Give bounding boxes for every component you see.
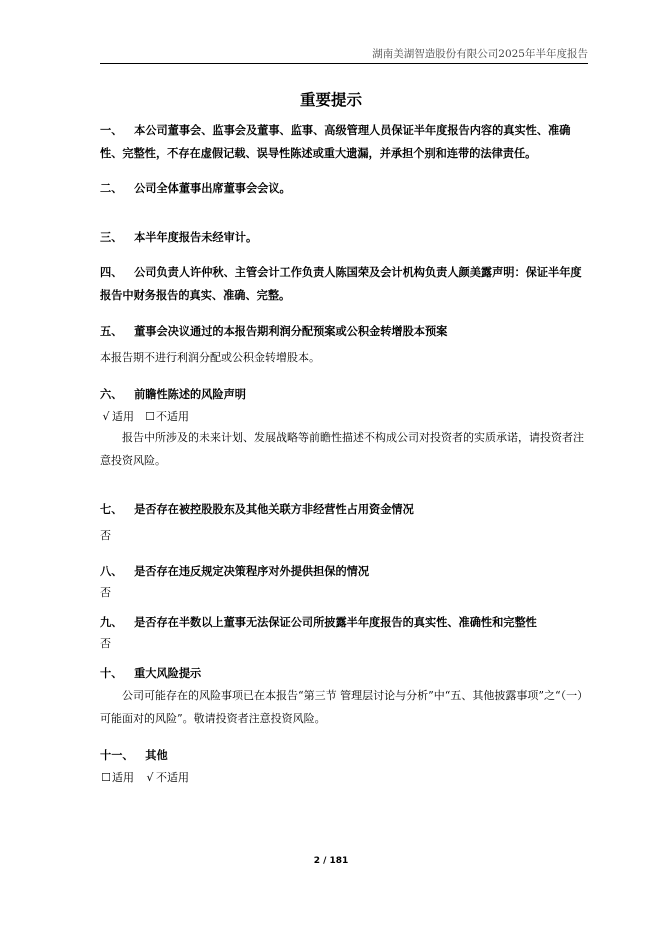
section-11-text: 其他 (145, 749, 168, 762)
section-8-number: 八、 (100, 565, 123, 578)
section-5-text: 董事会决议通过的本报告期利润分配预案或公积金转增股本预案 (134, 325, 448, 338)
checkmark-icon: √ (146, 771, 154, 784)
section-5-number: 五、 (100, 325, 123, 338)
section-11 (100, 744, 590, 767)
section-3 (100, 226, 590, 249)
empty-checkbox-icon: ☐ (101, 771, 111, 784)
section-1 (100, 119, 590, 165)
section-11-number: 十一、 (100, 749, 134, 762)
section-9-text: 是否存在半数以上董事无法保证公司所披露半年度报告的真实性、准确性和完整性 (134, 616, 537, 629)
section-8 (100, 560, 590, 583)
page-number: 2 / 181 (313, 856, 349, 866)
section-9 (100, 611, 590, 634)
section-2-text: 公司全体董事出席董事会会议。 (134, 182, 291, 195)
section-10 (100, 662, 590, 685)
section-8-body: 否 (100, 586, 111, 599)
section-7 (100, 498, 590, 521)
page-title: 重要提示 (299, 91, 362, 109)
section-4 (100, 261, 590, 307)
checkmark-icon: √ (102, 410, 110, 423)
section-3-text: 本半年度报告未经审计。 (134, 231, 258, 244)
section-2 (100, 177, 590, 200)
section-1-number: 一、 (100, 124, 123, 137)
section-8-text: 是否存在违反规定决策程序对外提供担保的情况 (134, 565, 370, 578)
section-7-body: 否 (100, 529, 111, 542)
section-10-number: 十、 (100, 667, 123, 680)
page-header: 湖南美湖智造股份有限公司2025年半年度报告 (372, 48, 588, 60)
section-3-number: 三、 (100, 231, 123, 244)
section-6-number: 六、 (100, 388, 123, 401)
section-6-body: 报告中所涉及的未来计划、发展战略等前瞻性描述不构成公司对投资者的实质承诺，请投资者注意投资风险。 (100, 431, 584, 467)
not-applicable-label: 不适用 (156, 771, 189, 784)
section-7-number: 七、 (100, 503, 123, 516)
section-4-number: 四、 (100, 266, 123, 279)
section-5-body: 本报告期不进行利润分配或公积金转增股本。 (100, 351, 320, 364)
not-applicable-label: 不适用 (156, 410, 189, 423)
header-divider (100, 63, 588, 64)
section-6-text: 前瞻性陈述的风险声明 (134, 388, 246, 401)
section-9-body: 否 (100, 637, 111, 650)
section-6-applicability (100, 405, 590, 428)
empty-checkbox-icon: ☐ (145, 410, 155, 423)
section-4-text: 公司负责人许仲秋、主管会计工作负责人陈国荣及会计机构负责人颜美露声明：保证半年度报告中财务报告的真实、准确、完整。 (100, 266, 582, 302)
section-7-text: 是否存在被控股股东及其他关联方非经营性占用资金情况 (134, 503, 414, 516)
section-10-body: 公司可能存在的风险事项已在本报告“第三节 管理层讨论与分析”中“五、其他披露事项”之“（一）可能面对的风险”。敬请投资者注意投资风险。 (100, 689, 589, 725)
section-11-applicability (100, 766, 590, 789)
applicable-label: 适用 (112, 410, 134, 423)
section-1-text: 本公司董事会、监事会及董事、监事、高级管理人员保证半年度报告内容的真实性、准确性、完整性，不存在虚假记载、误导性陈述或重大遗漏，并承担个别和连带的法律责任。 (100, 124, 571, 160)
section-5 (100, 320, 590, 343)
section-2-number: 二、 (100, 182, 123, 195)
applicable-label: 适用 (112, 771, 134, 784)
section-10-text: 重大风险提示 (134, 667, 202, 680)
section-9-number: 九、 (100, 616, 123, 629)
section-6 (100, 383, 590, 406)
